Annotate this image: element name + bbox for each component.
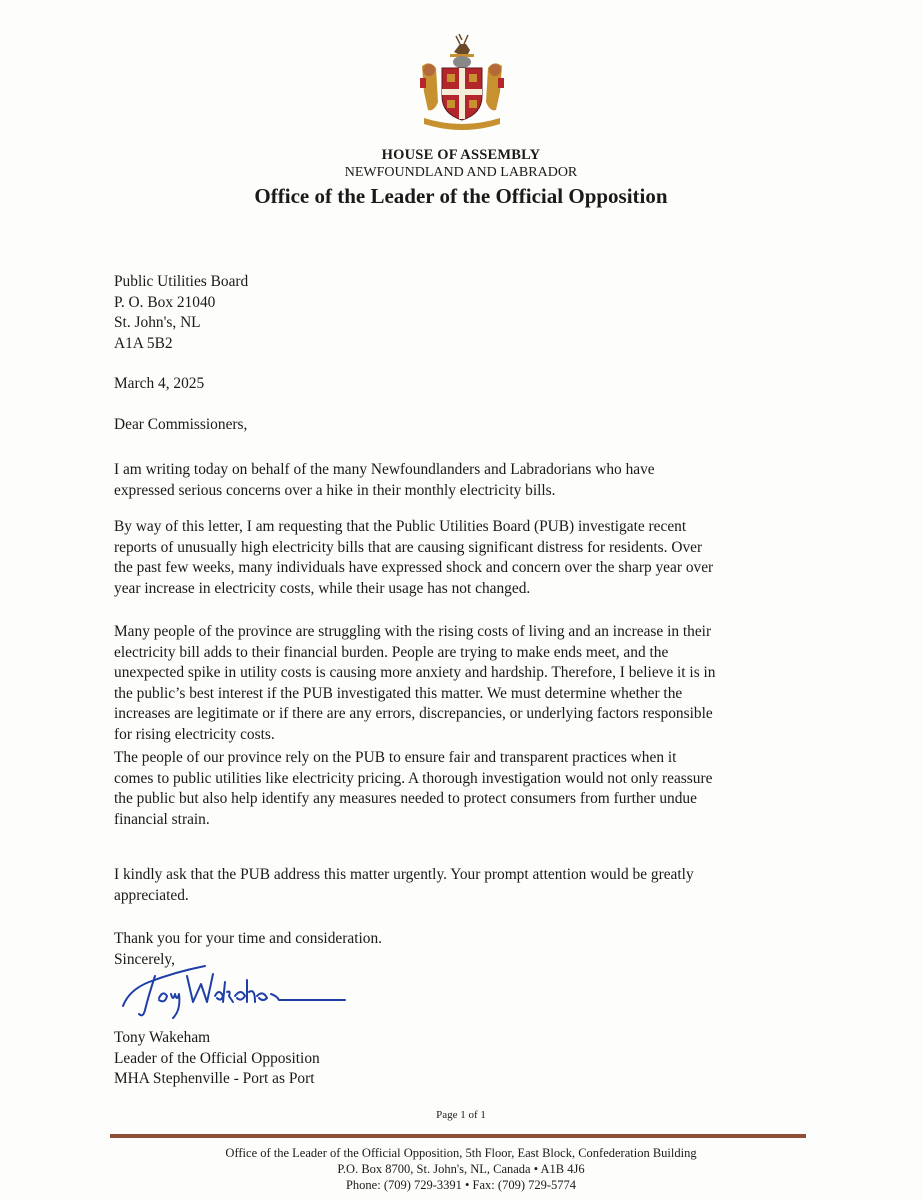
- paragraph-line: Many people of the province are struggling with the rising costs of living and an increase in their: [114, 623, 712, 640]
- paragraph-line: I kindly ask that the PUB address this matter urgently. Your prompt attention would be greatly: [114, 866, 694, 883]
- recipient-address: [114, 272, 814, 354]
- paragraph-5: [114, 865, 814, 906]
- address-line: A1A 5B2: [114, 334, 173, 352]
- closing-line: Sincerely,: [114, 950, 175, 968]
- paragraph-line: I am writing today on behalf of the many Newfoundlanders and Labradorians who have: [114, 461, 655, 478]
- address-line: Public Utilities Board: [114, 273, 249, 290]
- paragraph-line: unexpected spike in utility costs is causing more anxiety and hardship. Therefore, I believe it is in: [114, 664, 716, 681]
- salutation: Dear Commissioners,: [114, 416, 248, 433]
- closing-line: Thank you for your time and consideration.: [114, 930, 382, 947]
- paragraph-line: appreciated.: [114, 886, 189, 904]
- page-number: Page 1 of 1: [436, 1109, 486, 1121]
- signer-riding: MHA Stephenville - Port as Port: [114, 1070, 315, 1087]
- footer-postal: P.O. Box 8700, St. John's, NL, Canada • A1B 4J6: [337, 1162, 585, 1176]
- assembly-heading: HOUSE OF ASSEMBLY: [381, 147, 541, 163]
- paragraph-line: the public but also help identify any measures needed to protect consumers from further undue: [114, 790, 697, 807]
- paragraph-1: [114, 460, 814, 501]
- paragraph-3: [114, 622, 814, 745]
- paragraph-line: expressed serious concerns over a hike in their monthly electricity bills.: [114, 481, 556, 499]
- paragraph-line: year increase in electricity costs, while their usage has not changed.: [114, 579, 531, 597]
- province-heading: NEWFOUNDLAND AND LABRADOR: [344, 165, 578, 180]
- paragraph-line: the past few weeks, many individuals have expressed shock and concern over the sharp year over: [114, 559, 714, 576]
- signer-name: Tony Wakeham: [114, 1029, 211, 1046]
- paragraph-line: financial strain.: [114, 810, 210, 828]
- paragraph-line: reports of unusually high electricity bills that are causing significant distress for residents. Over: [114, 538, 703, 556]
- paragraph-line: electricity bill adds to their financial burden. People are trying to make ends meet, and the: [114, 643, 669, 661]
- paragraph-line: The people of our province rely on the PUB to ensure fair and transparent practices when it: [114, 749, 677, 766]
- paragraph-line: for rising electricity costs.: [114, 725, 275, 743]
- footer-phone: Phone: (709) 729-3391 • Fax: (709) 729-5774: [345, 1178, 577, 1192]
- address-line: P. O. Box 21040: [114, 293, 216, 311]
- paragraph-2: [114, 517, 814, 599]
- paragraph-line: the public’s best interest if the PUB investigated this matter. We must determine whether the: [114, 684, 683, 702]
- footer-rule: [110, 1134, 806, 1138]
- coat-of-arms-icon: [410, 32, 514, 132]
- letter-date: March 4, 2025: [114, 375, 205, 392]
- paragraph-4: [114, 748, 814, 830]
- paragraph-line: comes to public utilities like electricity pricing. A thorough investigation would not only reassure: [114, 769, 713, 787]
- paragraph-line: By way of this letter, I am requesting that the Public Utilities Board (PUB) investigate recent: [114, 518, 687, 535]
- signer-title: Leader of the Official Opposition: [114, 1049, 320, 1067]
- handwritten-signature: [115, 962, 350, 1024]
- footer-address: Office of the Leader of the Official Opposition, 5th Floor, East Block, Confederation Building: [225, 1146, 697, 1160]
- office-heading: Office of the Leader of the Official Opposition: [254, 184, 668, 208]
- signer-block: [114, 1028, 814, 1090]
- address-line: St. John's, NL: [114, 314, 201, 331]
- paragraph-line: increases are legitimate or if there are any errors, discrepancies, or underlying factors responsible: [114, 705, 713, 722]
